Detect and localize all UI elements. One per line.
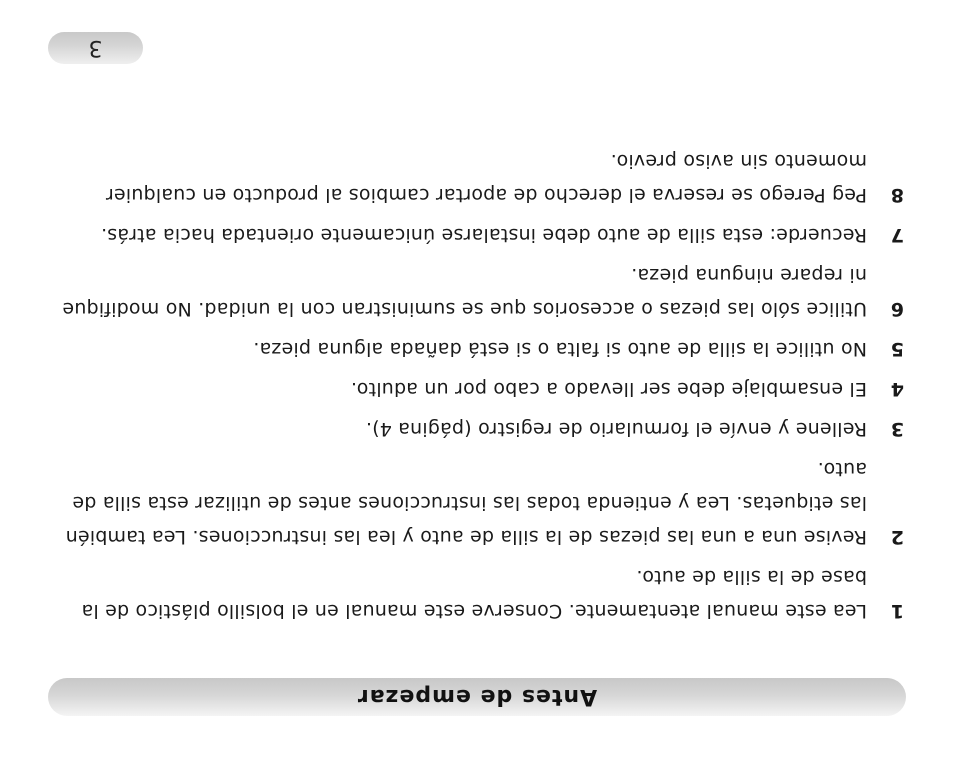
step-number: 2 xyxy=(890,526,904,548)
step-number: 7 xyxy=(890,224,904,246)
section-header-bar xyxy=(48,678,906,716)
list-item xyxy=(54,560,904,628)
section-title: Antes de empezar xyxy=(356,684,598,710)
page-number: 3 xyxy=(88,35,103,61)
step-text: Rellene y envíe el formulario de registro (página 4). xyxy=(365,418,867,440)
step-text: El ensamblaje debe ser llevado a cabo por un adulto. xyxy=(350,378,867,400)
step-number: 5 xyxy=(890,338,904,360)
list-item xyxy=(54,332,904,366)
list-item xyxy=(54,144,904,212)
step-number: 1 xyxy=(890,600,904,622)
step-number: 3 xyxy=(890,418,904,440)
step-text: Revise una a una las piezas de la silla de auto y lea las instrucciones. Lea también las etiquetas. Lea y entienda todas las instrucciones antes de utilizar esta silla de auto. xyxy=(65,458,867,548)
list-item xyxy=(54,372,904,406)
step-number: 6 xyxy=(890,298,904,320)
step-number: 4 xyxy=(890,378,904,400)
step-text: Utilice sólo las piezas o accesorios que se suministran con la unidad. No modifique ni repare ninguna pieza. xyxy=(62,264,867,320)
list-item xyxy=(54,452,904,554)
step-text: Peg Perego se reserva el derecho de aportar cambios al producto en cualquier momento sin aviso previo. xyxy=(105,150,867,206)
instruction-list xyxy=(54,138,904,628)
list-item xyxy=(54,412,904,446)
step-text: Lea este manual atentamente. Conserve este manual en el bolsillo plástico de la base de la silla de auto. xyxy=(81,566,867,622)
step-text: Recuerde: esta silla de auto debe instalarse únicamente orientada hacia atrás. xyxy=(100,224,867,246)
step-number: 8 xyxy=(890,184,904,206)
list-item xyxy=(54,218,904,252)
page-number-badge xyxy=(48,32,143,64)
step-text: No utilice la silla de auto si falta o si está dañada alguna pieza. xyxy=(253,338,867,360)
list-item xyxy=(54,258,904,326)
